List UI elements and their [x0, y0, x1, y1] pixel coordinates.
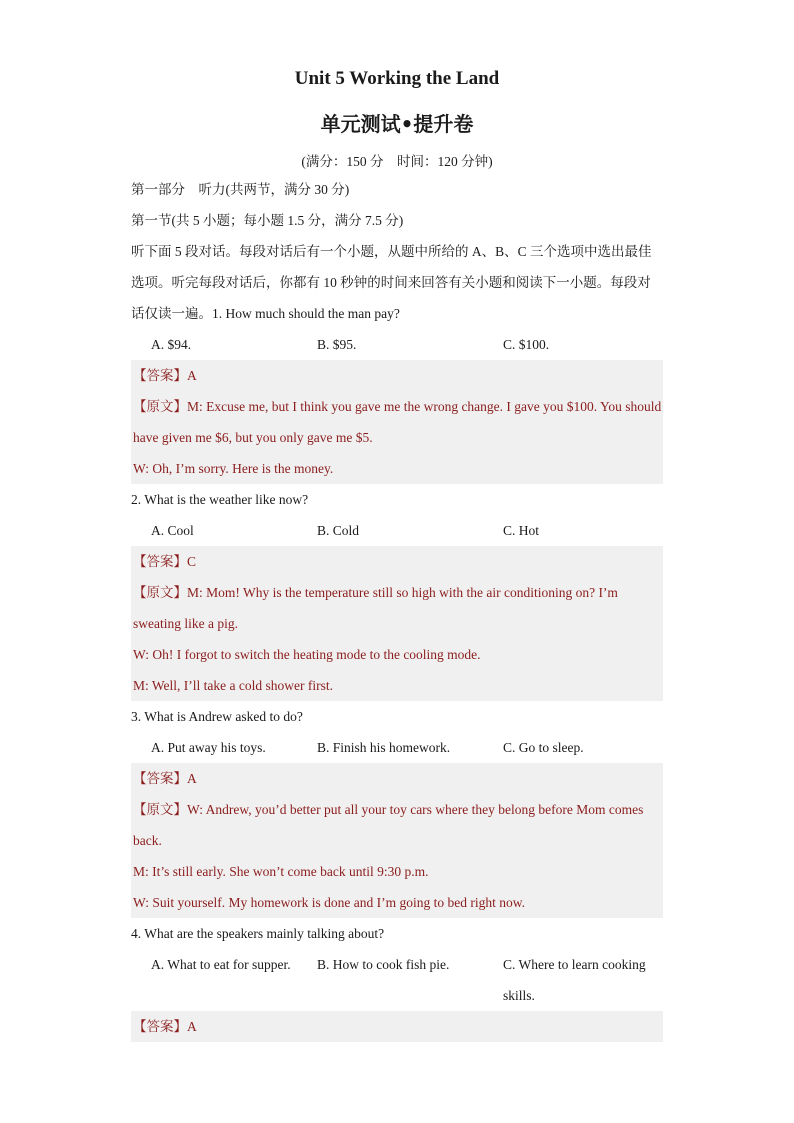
- instructions: 听下面 5 段对话。每段对话后有一个小题，从题中所给的 A、B、C 三个选项中选出最佳选项。听完每段对话后，你都有 10 秒钟的时间来回答有关小题和阅读下一小题。每段对话仅读一遍。1. How much should the man pay?: [131, 244, 652, 321]
- page-title: Unit 5 Working the Land: [294, 68, 500, 89]
- options-q1: [131, 329, 663, 360]
- options-q3: [131, 732, 663, 763]
- option-a: A. Cool: [151, 523, 194, 538]
- option-b: B. Finish his homework.: [317, 740, 451, 755]
- part-heading: 第一部分 听力(共两节，满分 30 分): [131, 182, 350, 197]
- transcript-q3-line3: W: Suit yourself. My homework is done and I’m going to bed right now.: [131, 887, 663, 918]
- option-c: C. Where to learn cooking skills.: [503, 957, 646, 1003]
- answer-q4: 【答案】A: [131, 1011, 663, 1042]
- answer-q2: 【答案】C: [131, 546, 663, 577]
- question-stem-q4: 4. What are the speakers mainly talking about?: [131, 926, 385, 941]
- options-q2: [131, 515, 663, 546]
- exam-content: [131, 174, 663, 1042]
- transcript-q1-line2: W: Oh, I’m sorry. Here is the money.: [131, 453, 663, 484]
- option-c: C. $100.: [503, 337, 550, 352]
- transcript-q2-line3: M: Well, I’ll take a cold shower first.: [131, 670, 663, 701]
- transcript-q2-line1: 【原文】M: Mom! Why is the temperature still so high with the air conditioning on? I’m sweating like a pig.: [131, 577, 663, 639]
- section-heading: 第一节(共 5 小题；每小题 1.5 分，满分 7.5 分): [131, 213, 404, 228]
- option-b: B. How to cook fish pie.: [317, 957, 450, 972]
- transcript-q2-line2: W: Oh! I forgot to switch the heating mode to the cooling mode.: [131, 639, 663, 670]
- option-b: B. Cold: [317, 523, 360, 538]
- question-stem-q2: 2. What is the weather like now?: [131, 492, 309, 507]
- exam-meta: (满分：150 分 时间：120 分钟): [301, 154, 493, 169]
- page-subtitle: 单元测试•提升卷: [320, 112, 474, 136]
- option-c: C. Go to sleep.: [503, 740, 584, 755]
- transcript-q3-line2: M: It’s still early. She won’t come back until 9:30 p.m.: [131, 856, 663, 887]
- transcript-q3-line1: 【原文】W: Andrew, you’d better put all your toy cars where they belong before Mom comes back.: [131, 794, 663, 856]
- option-a: A. Put away his toys.: [151, 740, 266, 755]
- option-b: B. $95.: [317, 337, 357, 352]
- option-c: C. Hot: [503, 523, 540, 538]
- question-stem-q3: 3. What is Andrew asked to do?: [131, 709, 303, 724]
- options-q4: [131, 949, 663, 1011]
- answer-q3: 【答案】A: [131, 763, 663, 794]
- transcript-q1-line1: 【原文】M: Excuse me, but I think you gave me the wrong change. I gave you $100. You should have given me $6, but you only gave me $5.: [131, 391, 663, 453]
- option-a: A. $94.: [151, 337, 192, 352]
- answer-q1: 【答案】A: [131, 360, 663, 391]
- option-a: A. What to eat for supper.: [151, 957, 291, 972]
